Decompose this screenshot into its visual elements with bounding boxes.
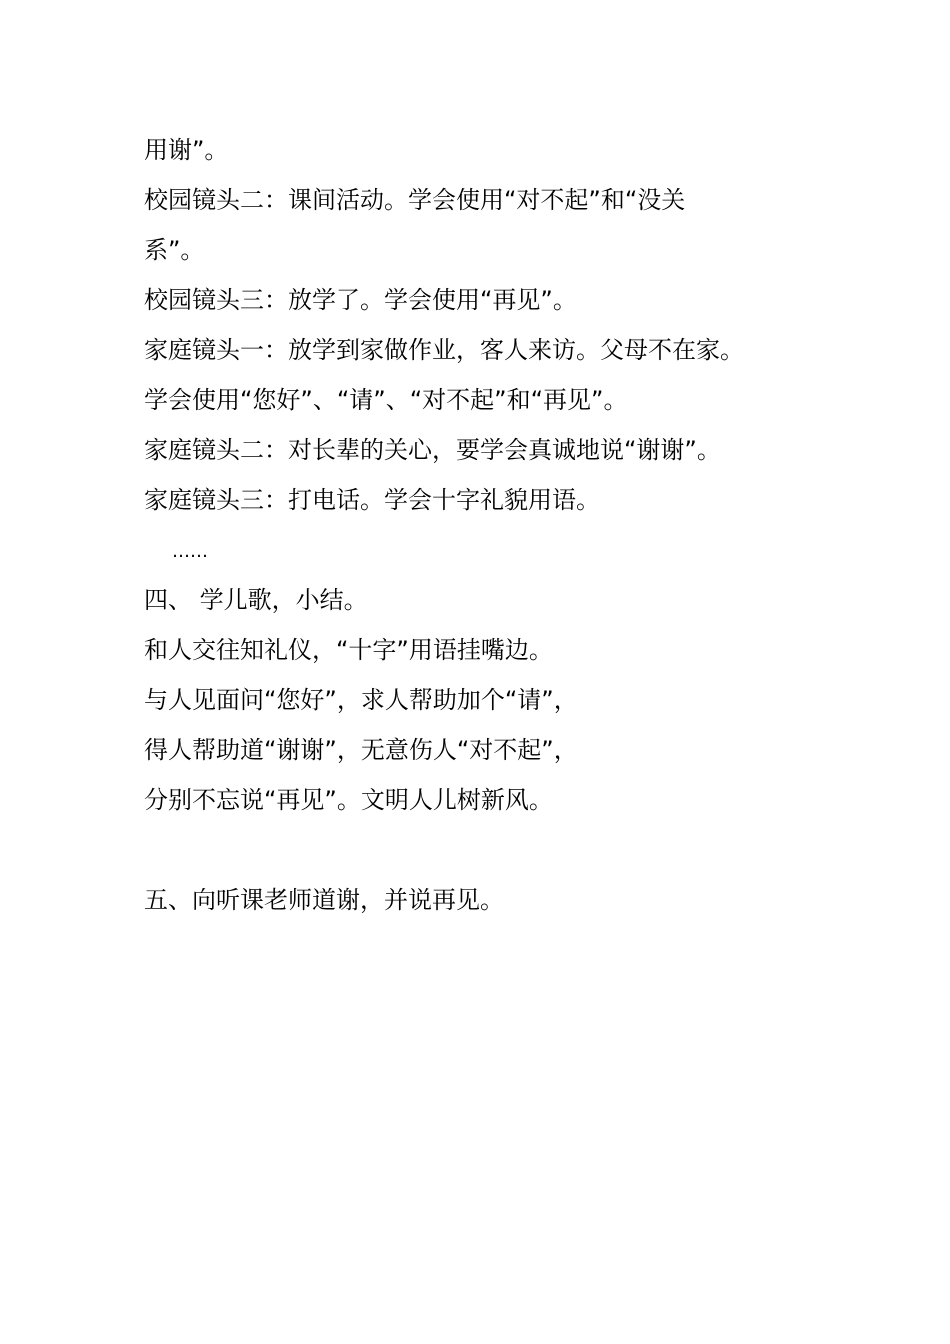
rhyme-line: 分别不忘说“再见”。文明人儿树新风。	[144, 786, 553, 814]
rhyme-line: 和人交往知礼仪，“十字”用语挂嘴边。	[144, 636, 553, 664]
text-line: 家庭镜头三：打电话。学会十字礼貌用语。	[144, 486, 600, 514]
text-line: 家庭镜头一：放学到家做作业，客人来访。父母不在家。	[144, 336, 744, 364]
section-heading: 五、向听课老师道谢，并说再见。	[144, 886, 504, 914]
section-heading: 四、 学儿歌，小结。	[144, 586, 368, 614]
rhyme-line: 与人见面问“您好”，求人帮助加个“请”，	[144, 686, 578, 714]
text-line: 家庭镜头二：对长辈的关心，要学会真诚地说“谢谢”。	[144, 436, 721, 464]
ellipsis-line: ……	[172, 541, 208, 562]
text-line: 学会使用“您好”、“请”、“对不起”和“再见”。	[144, 386, 628, 414]
text-line: 校园镜头二：课间活动。学会使用“对不起”和“没关	[144, 186, 686, 214]
text-line: 用谢”。	[144, 136, 229, 164]
text-line: 校园镜头三：放学了。学会使用“再见”。	[144, 286, 577, 314]
text-line: 系”。	[144, 236, 205, 264]
rhyme-line: 得人帮助道“谢谢”，无意伤人“对不起”，	[144, 736, 578, 764]
